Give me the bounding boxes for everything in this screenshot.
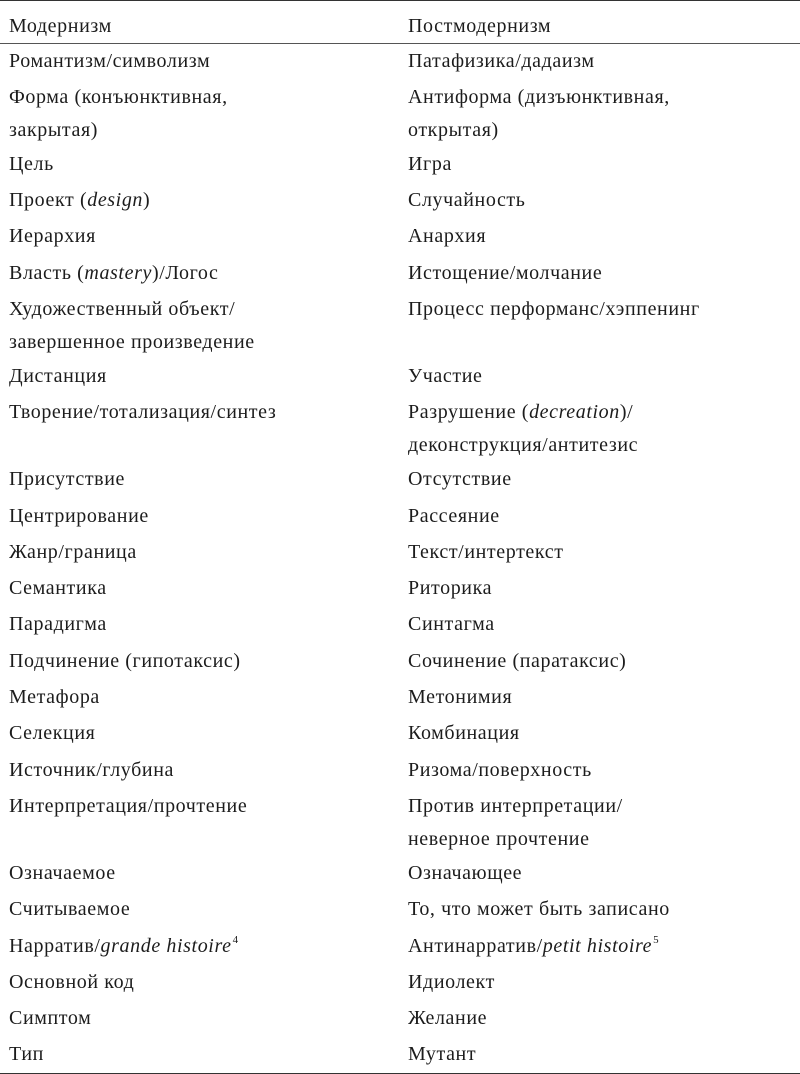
cell-line — [9, 893, 399, 926]
cell-text: Тип — [9, 1043, 44, 1066]
cell-line — [408, 572, 800, 605]
cell-line — [9, 790, 399, 823]
cell-text: Форма (конъюнктивная, — [9, 85, 228, 108]
footnote-ref: 4 — [232, 933, 239, 946]
cell-line — [9, 681, 399, 714]
cell-line — [9, 857, 399, 890]
italic-text: petit histoire — [542, 934, 653, 957]
cell-postmodernism — [399, 607, 800, 643]
table-row — [0, 607, 800, 643]
cell-text: Отсутствие — [408, 468, 512, 491]
table-row — [0, 44, 800, 80]
cell-postmodernism — [399, 644, 800, 680]
cell-text: Желание — [408, 1007, 488, 1030]
cell-text: Метонимия — [408, 686, 513, 709]
cell-line — [408, 45, 800, 78]
cell-line — [408, 754, 800, 787]
cell-postmodernism — [399, 789, 800, 856]
table-row — [0, 535, 800, 571]
cell-text: Парадигма — [9, 613, 107, 636]
cell-modernism — [0, 856, 399, 892]
cell-postmodernism — [399, 219, 800, 255]
cell-text: завершенное произведение — [9, 330, 255, 353]
cell-postmodernism — [399, 499, 800, 535]
cell-line — [408, 536, 800, 569]
cell-line — [408, 823, 800, 856]
cell-text: Риторика — [408, 577, 493, 600]
cell-line — [408, 220, 800, 253]
cell-line — [408, 360, 800, 393]
header-row — [0, 1, 800, 44]
cell-line — [408, 1038, 800, 1071]
cell-line — [408, 463, 800, 496]
cell-text: Игра — [408, 152, 452, 175]
cell-text: Источник/глубина — [9, 758, 174, 781]
cell-modernism — [0, 571, 399, 607]
cell-text: Комбинация — [408, 722, 520, 745]
cell-postmodernism — [399, 1037, 800, 1073]
cell-postmodernism — [399, 44, 800, 80]
cell-text: Семантика — [9, 577, 107, 600]
cell-text: Романтизм/символизм — [9, 50, 211, 72]
italic-text: mastery — [84, 261, 152, 284]
cell-text: )/ — [619, 401, 634, 424]
cell-postmodernism — [399, 359, 800, 395]
cell-postmodernism — [399, 1001, 800, 1037]
cell-modernism — [0, 44, 399, 80]
italic-text: grande histoire — [100, 934, 232, 957]
cell-text: Означаемое — [9, 861, 116, 884]
cell-line — [9, 1002, 399, 1035]
cell-modernism — [0, 753, 399, 789]
cell-line — [408, 717, 800, 750]
cell-postmodernism — [399, 395, 800, 462]
column-header-postmodernism: Постмодернизм — [399, 1, 800, 44]
cell-modernism — [0, 147, 399, 183]
table-row — [0, 499, 800, 535]
cell-text: Ризома/поверхность — [408, 758, 592, 781]
cell-line — [9, 326, 399, 359]
cell-text: Симптом — [9, 1007, 92, 1030]
table-row — [0, 219, 800, 255]
cell-line — [408, 966, 800, 999]
cell-text: Разрушение ( — [408, 401, 530, 424]
cell-postmodernism — [399, 292, 800, 359]
table-row — [0, 395, 800, 462]
table-header — [0, 1, 800, 44]
cell-line — [9, 45, 399, 78]
table-row — [0, 965, 800, 1001]
table-row — [0, 256, 800, 292]
table-row — [0, 292, 800, 359]
table-row — [0, 856, 800, 892]
cell-text: Считываемое — [9, 898, 131, 921]
cell-modernism — [0, 256, 399, 292]
cell-text: неверное прочтение — [408, 827, 590, 850]
cell-text: Художественный объект/ — [9, 297, 236, 320]
cell-text: Метафора — [9, 686, 100, 709]
cell-text: Нарратив/ — [9, 934, 101, 957]
cell-postmodernism — [399, 183, 800, 219]
table-row — [0, 644, 800, 680]
cell-line — [408, 857, 800, 890]
cell-line — [9, 536, 399, 569]
cell-line — [9, 645, 399, 678]
cell-modernism — [0, 644, 399, 680]
table-row — [0, 789, 800, 856]
cell-modernism — [0, 892, 399, 928]
cell-modernism — [0, 219, 399, 255]
cell-postmodernism — [399, 147, 800, 183]
cell-line — [9, 220, 399, 253]
cell-postmodernism — [399, 856, 800, 892]
italic-text: design — [87, 189, 144, 212]
cell-text: Антиформа (дизъюнктивная, — [408, 85, 670, 108]
table-row — [0, 462, 800, 498]
cell-text: Текст/интертекст — [408, 540, 564, 563]
cell-modernism — [0, 292, 399, 359]
cell-line — [408, 1002, 800, 1035]
cell-text: закрытая) — [9, 118, 99, 141]
cell-postmodernism — [399, 716, 800, 752]
cell-line — [408, 429, 800, 462]
cell-line — [408, 396, 800, 429]
cell-modernism — [0, 607, 399, 643]
cell-modernism — [0, 1001, 399, 1037]
cell-text: Цель — [9, 152, 54, 175]
footnote-ref: 5 — [653, 933, 660, 946]
cell-line — [408, 645, 800, 678]
cell-text: Анархия — [408, 225, 487, 248]
cell-line — [9, 500, 399, 533]
cell-text: Мутант — [408, 1043, 477, 1066]
cell-text: То, что может быть записано — [408, 898, 670, 921]
cell-text: Иерархия — [9, 225, 96, 248]
cell-line — [408, 608, 800, 641]
cell-line — [9, 1038, 399, 1071]
cell-text: Рассеяние — [408, 504, 500, 527]
cell-modernism — [0, 1037, 399, 1073]
cell-line — [9, 463, 399, 496]
cell-text: Синтагма — [408, 613, 495, 636]
cell-text: Сочинение (паратаксис) — [408, 649, 627, 672]
column-header-modernism: Модернизм — [0, 1, 399, 44]
cell-text: Селекция — [9, 722, 96, 745]
cell-modernism — [0, 965, 399, 1001]
cell-line — [9, 572, 399, 605]
cell-postmodernism — [399, 965, 800, 1001]
cell-line — [9, 184, 399, 217]
cell-line — [408, 114, 800, 147]
cell-line — [408, 790, 800, 823]
cell-line — [408, 257, 800, 290]
cell-modernism — [0, 359, 399, 395]
cell-line — [9, 114, 399, 147]
cell-line — [408, 893, 800, 926]
cell-text: открытая) — [408, 118, 499, 141]
cell-line — [9, 717, 399, 750]
cell-modernism — [0, 789, 399, 856]
cell-line — [9, 257, 399, 290]
cell-text: Творение/тотализация/синтез — [9, 401, 277, 424]
cell-text: Идиолект — [408, 970, 495, 993]
cell-modernism — [0, 929, 399, 965]
cell-postmodernism — [399, 753, 800, 789]
cell-postmodernism — [399, 535, 800, 571]
cell-modernism — [0, 80, 399, 147]
cell-text: Антинарратив/ — [408, 934, 543, 957]
cell-text: деконструкция/антитезис — [408, 434, 639, 457]
cell-line — [408, 148, 800, 181]
cell-line — [9, 608, 399, 641]
cell-text: ) — [143, 189, 151, 212]
cell-line — [9, 396, 399, 429]
table-row — [0, 1001, 800, 1037]
cell-line — [9, 930, 399, 963]
table-row — [0, 80, 800, 147]
table-row — [0, 1037, 800, 1073]
cell-text: Дистанция — [9, 364, 107, 387]
cell-modernism — [0, 680, 399, 716]
table-row — [0, 183, 800, 219]
cell-text: Подчинение (гипотаксис) — [9, 649, 241, 672]
cell-line — [9, 966, 399, 999]
cell-postmodernism — [399, 571, 800, 607]
cell-postmodernism — [399, 929, 800, 965]
cell-line — [9, 148, 399, 181]
cell-line — [9, 293, 399, 326]
table-row — [0, 753, 800, 789]
table-row — [0, 680, 800, 716]
cell-postmodernism — [399, 892, 800, 928]
cell-text: Проект ( — [9, 189, 88, 212]
cell-modernism — [0, 499, 399, 535]
cell-text: Патафизика/дадаизм — [408, 50, 595, 72]
table-row — [0, 716, 800, 752]
cell-modernism — [0, 183, 399, 219]
table-row — [0, 929, 800, 965]
cell-postmodernism — [399, 680, 800, 716]
cell-text: Случайность — [408, 189, 526, 212]
cell-line — [9, 754, 399, 787]
table-body — [0, 44, 800, 1074]
cell-line — [408, 681, 800, 714]
cell-text: )/Логос — [151, 261, 219, 284]
cell-text: Истощение/молчание — [408, 261, 603, 284]
cell-modernism — [0, 716, 399, 752]
cell-line — [408, 81, 800, 114]
table-row — [0, 892, 800, 928]
cell-line — [408, 293, 800, 326]
cell-modernism — [0, 462, 399, 498]
cell-postmodernism — [399, 256, 800, 292]
cell-modernism — [0, 395, 399, 462]
italic-text: decreation — [529, 401, 620, 424]
cell-text: Интерпретация/прочтение — [9, 794, 248, 817]
cell-modernism — [0, 535, 399, 571]
cell-text: Жанр/граница — [9, 540, 137, 563]
cell-text: Означающее — [408, 861, 523, 884]
cell-text: Основной код — [9, 970, 135, 993]
cell-text: Участие — [408, 364, 483, 387]
cell-postmodernism — [399, 462, 800, 498]
cell-text: Процесс перформанс/хэппенинг — [408, 297, 700, 320]
table-row — [0, 359, 800, 395]
cell-postmodernism — [399, 80, 800, 147]
cell-line — [408, 500, 800, 533]
cell-text: Против интерпретации/ — [408, 794, 623, 817]
cell-line — [9, 81, 399, 114]
cell-text: Присутствие — [9, 468, 125, 491]
cell-text: Власть ( — [9, 261, 85, 284]
cell-text: Центрирование — [9, 504, 149, 527]
cell-line — [9, 360, 399, 393]
cell-line — [408, 184, 800, 217]
cell-line — [408, 930, 800, 963]
table-row — [0, 147, 800, 183]
table-row — [0, 571, 800, 607]
